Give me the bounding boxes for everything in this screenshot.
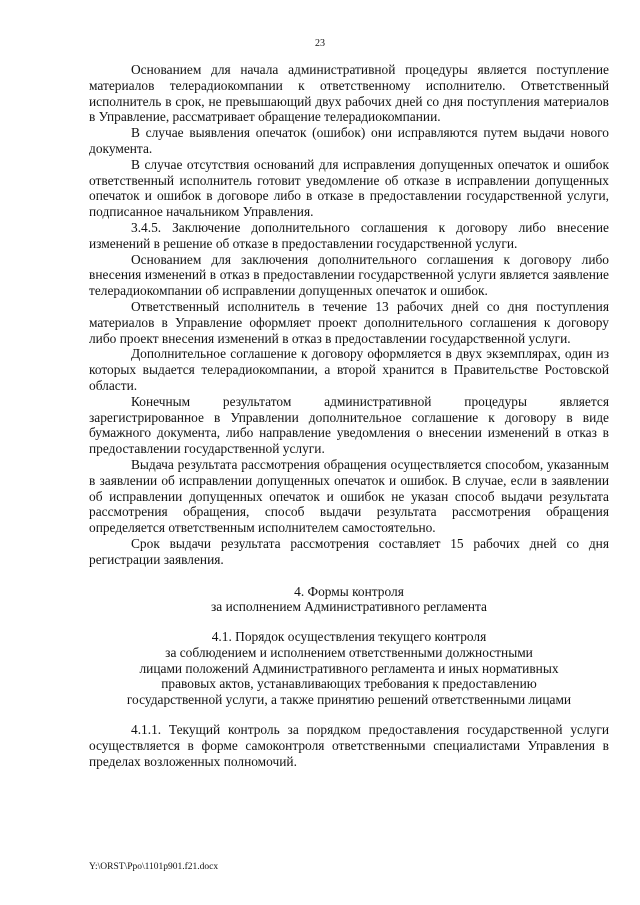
paragraph: 3.4.5. Заключение дополнительного соглашения к договору либо внесение изменений в решение об отказе в предоставлении государственной услуги. [89, 219, 609, 251]
subsection-heading-line: 4.1. Порядок осуществления текущего контроля [211, 629, 487, 645]
paragraph: Выдача результата рассмотрения обращения осуществляется способом, указанным в заявлении об исправлении допущенных опечаток и ошибок. В случае, если в заявлении об исправлении допущенных опечаток и ошибок не указан способ выдачи результата рассмотрения обращения, способ выдачи результата рассмотрения обращения определяется ответственным исполнителем самостоятельно. [89, 456, 609, 536]
paragraph: Конечным результатом административной процедуры является зарегистрированное в Управлении дополнительное соглашение к договору в виде бумажного документа, либо направление уведомления о внесении изменений в отказ в предоставлении государственной услуги. [89, 393, 609, 457]
paragraph: Основанием для начала административной процедуры является поступление материалов телерадиокомпании к ответственному исполнителю. Ответственный исполнитель в срок, не превышающий двух рабочих дней со дня поступления материалов в Управление, рассматривает обращение телерадиокомпании. [89, 62, 609, 125]
paragraph: Дополнительное соглашение к договору оформляется в двух экземплярах, один из которых выдается телерадиокомпании, а второй хранится в Правительстве Ростовской области. [89, 346, 609, 393]
paragraph: Основанием для заключения дополнительного соглашения к договору либо внесения изменений в отказ в предоставлении государственной услуги является заявление телерадиокомпании об исправлении допущенных опечаток и ошибок. [89, 251, 609, 299]
subsection-heading-line: лицами положений Административного регламента и иных нормативных [139, 660, 559, 676]
page-number: 23 [315, 38, 325, 49]
paragraph: В случае отсутствия оснований для исправления допущенных опечаток и ошибок ответственный исполнитель готовит уведомление об отказе в исправлении допущенных опечаток и ошибок в договоре либо в отказе в предоставлении государственной услуги, подписанное начальником Управления. [89, 156, 609, 220]
paragraph: Ответственный исполнитель в течение 13 рабочих дней со дня поступления материалов в Управление оформляет проект дополнительного соглашения к договору либо проект внесения изменений в отказ в предоставлении государственной услуги. [89, 298, 609, 346]
section-heading-line: за исполнением Административного регламента [211, 599, 487, 615]
subsection-heading [89, 629, 609, 708]
paragraph: Срок выдачи результата рассмотрения составляет 15 рабочих дней со дня регистрации заявления. [89, 535, 609, 567]
section-heading-line: 4. Формы контроля [294, 583, 404, 599]
section-heading [89, 584, 609, 616]
subsection-heading-line: правовых актов, устанавливающих требования к предоставлению [161, 676, 537, 692]
paragraph: 4.1.1. Текущий контроль за порядком предоставления государственной услуги осуществляется в форме самоконтроля ответственными специалистами Управления в пределах возложенных полномочий. [89, 722, 609, 769]
document-body [89, 62, 609, 769]
subsection-heading-line: государственной услуги, а также принятию решений ответственными лицами [126, 692, 572, 708]
subsection-heading-line: за соблюдением и исполнением ответственными должностными [165, 644, 533, 660]
footer-file-path: Y:\ORST\Ppo\1101p901.f21.docx [89, 862, 219, 872]
paragraph: В случае выявления опечаток (ошибок) они исправляются путем выдачи нового документа. [89, 125, 609, 156]
